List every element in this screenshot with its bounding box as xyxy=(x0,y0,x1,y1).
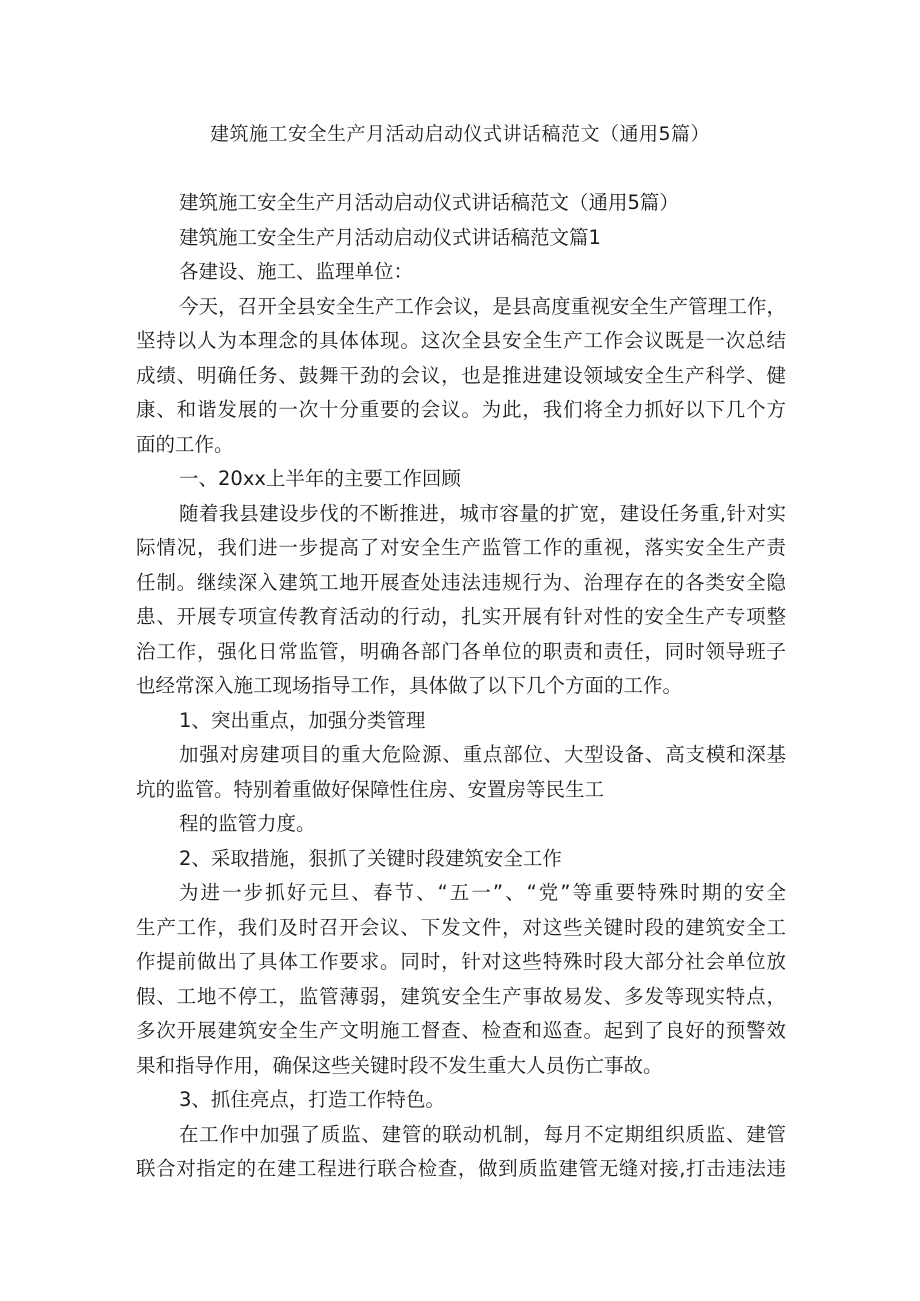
text-line: 2、采取措施，狠抓了关键时段建筑安全工作 xyxy=(179,846,562,870)
text-line: 一、20xx上半年的主要工作回顾 xyxy=(179,467,461,490)
section-heading xyxy=(136,221,786,256)
paragraph xyxy=(136,497,786,704)
subsection-heading xyxy=(136,1083,786,1118)
text-line: 建筑施工安全生产月活动启动仪式讲话稿范文（通用5篇） xyxy=(179,191,679,214)
paragraph xyxy=(136,876,786,1083)
text-line: 面的工作。 xyxy=(136,432,234,456)
salutation xyxy=(136,255,786,290)
text-line: 作提前做出了具体工作要求。同时，针对这些特殊时段大部分社会单位放 xyxy=(136,950,786,973)
subsection-heading xyxy=(136,842,786,877)
text-line: 际情况，我们进一步提高了对安全生产监管工作的重视，落实安全生产责 xyxy=(136,536,786,559)
paragraph xyxy=(136,807,786,842)
text-line: 在工作中加强了质监、建管的联动机制，每月不定期组织质监、建管 xyxy=(179,1122,786,1146)
document-body xyxy=(136,186,786,1187)
subsection-heading xyxy=(136,704,786,739)
section-heading xyxy=(136,462,786,497)
text-line: 建筑施工安全生产月活动启动仪式讲话稿范文篇1 xyxy=(179,225,601,249)
text-line: 生产工作，我们及时召开会议、下发文件，对这些关键时段的建筑安全工 xyxy=(136,915,786,939)
document-title: 建筑施工安全生产月活动启动仪式讲话稿范文（通用5篇） xyxy=(209,123,711,145)
text-line: 假、工地不停工，监管薄弱，建筑安全生产事故易发、多发等现实特点， xyxy=(136,984,786,1008)
text-line: 1、突出重点，加强分类管理 xyxy=(179,708,426,732)
text-line: 成绩、明确任务、鼓舞干劲的会议，也是推进建设领域安全生产科学、健 xyxy=(136,363,786,387)
text-line: 加强对房建项目的重大危险源、重点部位、大型设备、高支模和深基 xyxy=(179,743,786,766)
text-line: 随着我县建设步伐的不断推进，城市容量的扩宽，建设任务重,针对实 xyxy=(179,501,786,525)
paragraph xyxy=(136,738,786,807)
text-line: 坚持以人为本理念的具体体现。这次全县安全生产工作会议既是一次总结 xyxy=(136,329,786,352)
text-line: 坑的监管。特别着重做好保障性住房、安置房等民生工 xyxy=(136,777,605,801)
text-line: 各建设、施工、监理单位： xyxy=(179,260,414,283)
text-line: 今天，召开全县安全生产工作会议，是县高度重视安全生产管理工作， xyxy=(179,294,786,318)
paragraph xyxy=(136,186,786,221)
text-line: 3、抓住亮点，打造工作特色。 xyxy=(179,1088,445,1111)
text-line: 多次开展建筑安全生产文明施工督查、检查和巡查。起到了良好的预警效 xyxy=(136,1019,786,1042)
text-line: 患、开展专项宣传教育活动的行动，扎实开展有针对性的安全生产专项整 xyxy=(136,605,786,628)
text-line: 治工作，强化日常监管，明确各部门各单位的职责和责任，同时领导班子 xyxy=(136,639,786,663)
paragraph xyxy=(136,1118,786,1187)
paragraph xyxy=(136,290,786,463)
text-line: 程的监管力度。 xyxy=(179,812,316,835)
text-line: 为进一步抓好元旦、春节、“五一”、“党”等重要特殊时期的安全 xyxy=(179,881,786,904)
text-line: 果和指导作用，确保这些关键时段不发生重大人员伤亡事故。 xyxy=(136,1053,663,1077)
text-line: 任制。继续深入建筑工地开展查处违法违规行为、治理存在的各类安全隐 xyxy=(136,570,786,594)
text-line: 联合对指定的在建工程进行联合检查，做到质监建管无缝对接,打击违法违 xyxy=(136,1157,786,1180)
text-line: 康、和谐发展的一次十分重要的会议。为此，我们将全力抓好以下几个方 xyxy=(136,398,786,421)
text-line: 也经常深入施工现场指导工作，具体做了以下几个方面的工作。 xyxy=(136,674,683,697)
